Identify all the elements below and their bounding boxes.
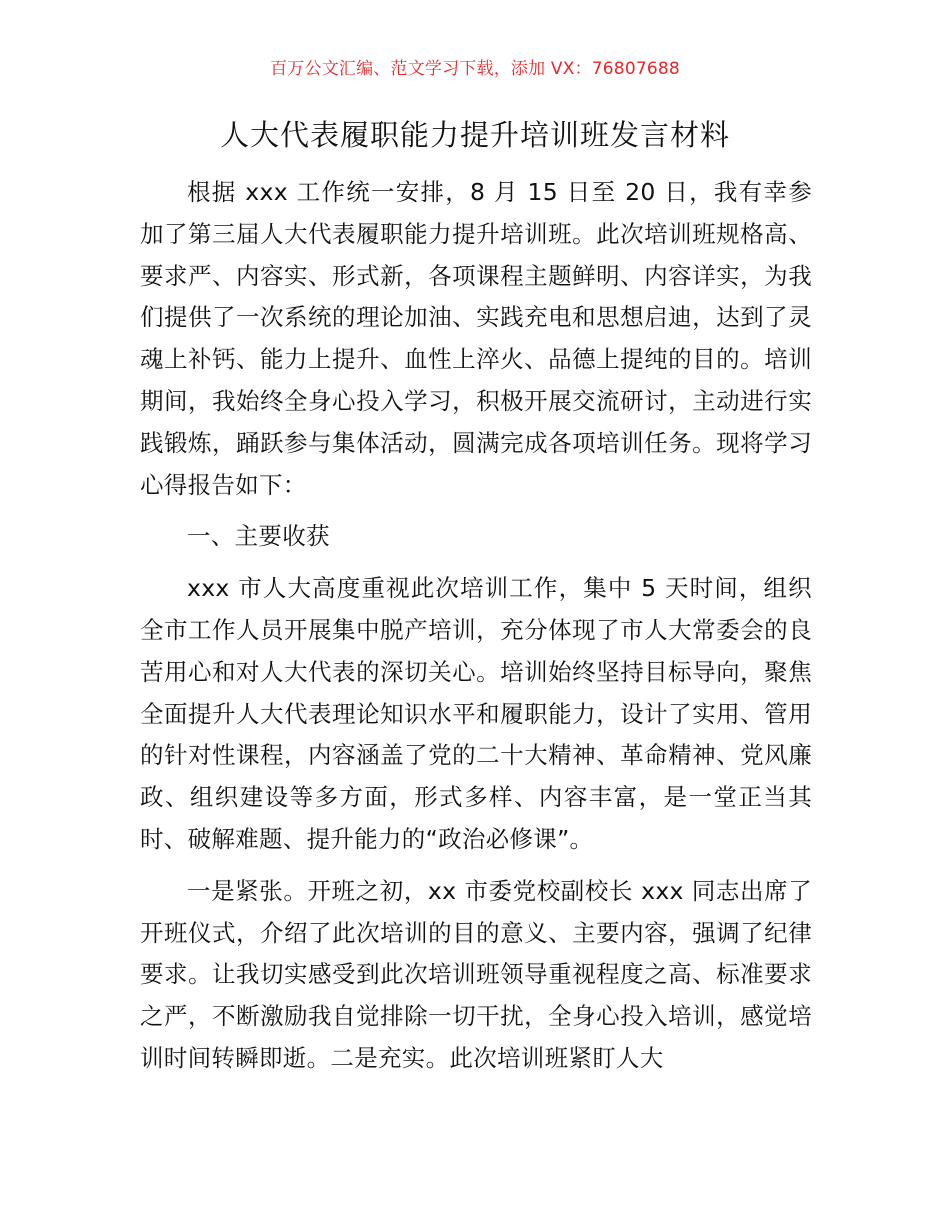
paragraph-first-point: 一是紧张。开班之初，xx 市委党校副校长 xxx 同志出席了开班仪式，介绍了此次培训的目的意义、主要内容，强调了纪律要求。让我切实感受到此次培训班领导重视程度之高、标准要求之严，不断激励我自觉排除一切干扰，全身心投入培训，感觉培训时间转瞬即逝。二是充实。此次培训班紧盯人大	[140, 876, 812, 1072]
paragraph-intro: 根据 xxx 工作统一安排，8 月 15 日至 20 日，我有幸参加了第三届人大代表履职能力提升培训班。此次培训班规格高、要求严、内容实、形式新，各项课程主题鲜明、内容详实，为我们提供了一次系统的理论加油、实践充电和思想启迪，达到了灵魂上补钙、能力上提升、血性上淬火、品德上提纯的目的。培训期间，我始终全身心投入学习，积极开展交流研讨，主动进行实践锻炼，踊跃参与集体活动，圆满完成各项培训任务。现将学习心得报告如下：	[140, 178, 812, 499]
watermark-text: 百万公文汇编、范文学习下载，添加 VX：76807688	[270, 59, 680, 79]
document-body	[140, 172, 812, 1080]
paragraph-training-overview: xxx 市人大高度重视此次培训工作，集中 5 天时间，组织全市工作人员开展集中脱产培训，充分体现了市人大常委会的良苦用心和对人大代表的深切关心。培训始终坚持目标导向，聚焦全面提升人大代表理论知识水平和履职能力，设计了实用、管用的针对性课程，内容涵盖了党的二十大精神、革命精神、党风廉政、组织建设等多方面，形式多样、内容丰富，是一堂正当其时、破解难题、提升能力的“政治必修课”。	[140, 574, 812, 853]
page-title: 人大代表履职能力提升培训班发言材料	[219, 118, 730, 152]
section-heading-main-gains: 一、主要收获	[187, 522, 330, 551]
